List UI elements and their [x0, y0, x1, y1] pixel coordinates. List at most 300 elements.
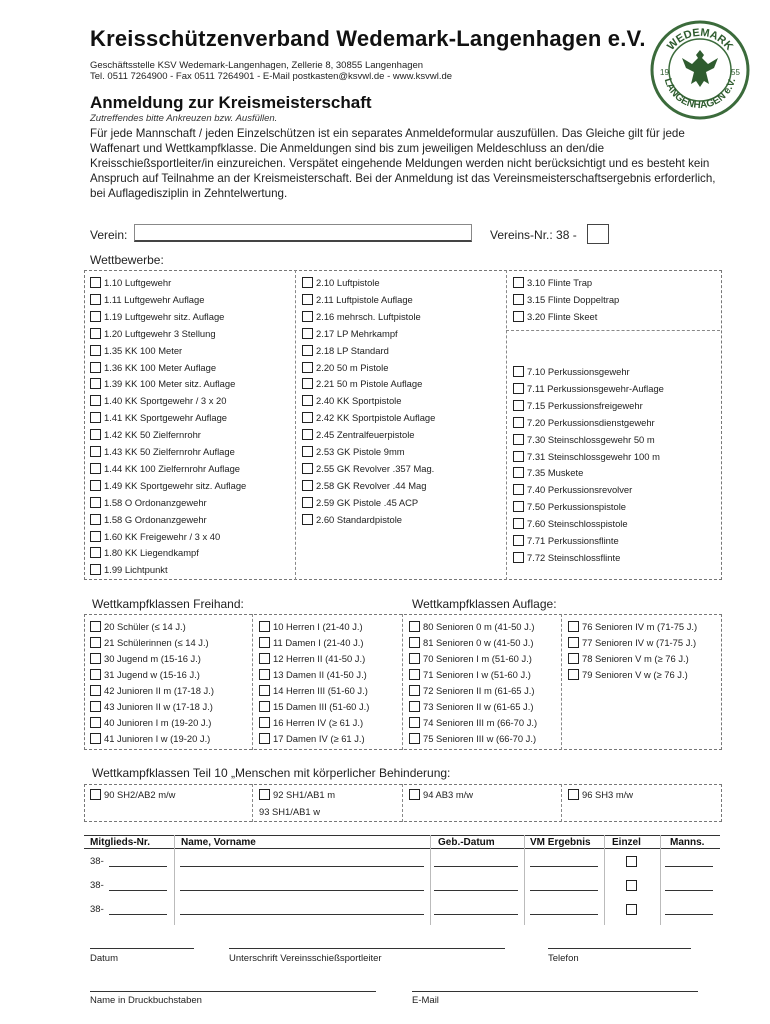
checkbox-box[interactable] [513, 366, 524, 377]
checkbox-item[interactable] [90, 514, 207, 525]
checkbox-label: 79 Senioren V w (≥ 76 J.) [582, 669, 688, 680]
checkbox-box[interactable] [513, 400, 524, 411]
checkbox-item[interactable] [90, 429, 201, 440]
checkbox-item[interactable] [259, 621, 363, 632]
name-input[interactable] [180, 890, 424, 891]
checkbox-box[interactable] [259, 637, 270, 648]
checkbox-item[interactable] [513, 294, 619, 305]
checkbox-box[interactable] [302, 395, 313, 406]
checkbox-label: 3.20 Flinte Skeet [527, 310, 598, 322]
checkbox-label: 81 Senioren 0 w (41-50 J.) [423, 637, 534, 648]
checkbox-item[interactable] [90, 294, 204, 305]
divider [604, 835, 605, 925]
name-druck-line[interactable] [90, 991, 376, 992]
checkbox-box[interactable] [409, 637, 420, 648]
checkbox-item[interactable] [90, 378, 235, 389]
mitglied-input[interactable] [109, 866, 167, 867]
divider [506, 330, 720, 331]
checkbox-item[interactable] [90, 345, 182, 356]
checkbox-label: 42 Junioren II m (17-18 J.) [104, 685, 214, 696]
checkbox-label: 71 Senioren I w (51-60 J.) [423, 669, 531, 680]
checkbox-label: 72 Senioren II m (61-65 J.) [423, 685, 535, 696]
col-header-vm: VM Ergebnis [530, 837, 591, 848]
divider [660, 835, 661, 925]
checkbox-label: 80 Senioren 0 m (41-50 J.) [423, 621, 535, 632]
checkbox-item[interactable] [90, 497, 207, 508]
checkbox-label: 16 Herren IV (≥ 61 J.) [273, 717, 364, 728]
association-logo [650, 20, 750, 120]
checkbox-label: 2.10 Luftpistole [316, 277, 380, 288]
checkbox-box[interactable] [302, 463, 313, 474]
checkbox-label: 1.80 KK Liegendkampf [104, 547, 199, 559]
checkbox-box[interactable] [259, 789, 270, 800]
checkbox-label: 7.72 Steinschlossflinte [527, 551, 621, 563]
checkbox-item[interactable] [90, 733, 210, 744]
checkbox-label: 2.40 KK Sportpistole [316, 395, 402, 407]
checkbox-box[interactable] [513, 277, 524, 288]
unterschrift-label: Unterschrift Vereinsschießsportleiter [229, 953, 382, 964]
checkbox-box[interactable] [90, 311, 101, 322]
checkbox-label: 77 Senioren IV w (71-75 J.) [582, 637, 697, 648]
checkbox-label: 7.40 Perkussionsrevolver [527, 484, 633, 496]
checkbox-box[interactable] [90, 531, 101, 542]
logo-year-left: 19 [660, 68, 669, 77]
vm-input[interactable] [530, 890, 598, 891]
logo-year-right: 55 [731, 68, 740, 77]
checkbox-96-sh3[interactable]: 96 SH3 m/w [568, 789, 633, 800]
checkbox-box[interactable] [259, 653, 270, 664]
mitglied-input[interactable] [109, 914, 167, 915]
office-contact: Tel. 0511 7264900 - Fax 0511 7264901 - E-Mail postkasten@ksvwl.de - www.ksvwl.de [90, 71, 453, 82]
checkbox-box[interactable] [90, 429, 101, 440]
checkbox-label: 74 Senioren III m (66-70 J.) [423, 717, 538, 728]
checkbox-item[interactable] [90, 637, 209, 648]
checkbox-item[interactable] [513, 467, 583, 478]
checkbox-label: 1.40 KK Sportgewehr / 3 x 20 [104, 395, 227, 407]
checkbox-box[interactable] [409, 733, 420, 744]
telefon-label: Telefon [548, 953, 579, 964]
checkbox-label: 78 Senioren V m (≥ 76 J.) [582, 653, 689, 664]
checkbox-box[interactable] [302, 497, 313, 508]
checkbox-box[interactable] [90, 564, 101, 575]
verein-input[interactable] [134, 224, 472, 242]
checkbox-item[interactable] [302, 277, 380, 288]
manns-input[interactable] [665, 890, 713, 891]
telefon-line[interactable] [548, 948, 691, 949]
checkbox-box[interactable] [409, 621, 420, 632]
checkbox-label: 1.20 Luftgewehr 3 Stellung [104, 327, 216, 339]
checkbox-item[interactable] [302, 412, 435, 423]
checkbox-label: 70 Senioren I m (51-60 J.) [423, 653, 532, 664]
checkbox-item[interactable] [513, 451, 660, 462]
col-header-gebdatum: Geb.-Datum [438, 837, 495, 848]
checkbox-label: 12 Herren II (41-50 J.) [273, 653, 366, 664]
checkbox-label: 1.39 KK 100 Meter sitz. Auflage [104, 378, 236, 390]
divider [561, 784, 562, 822]
checkbox-label: 15 Damen III (51-60 J.) [273, 701, 370, 712]
checkbox-label: 1.49 KK Sportgewehr sitz. Auflage [104, 479, 247, 491]
checkbox-box[interactable] [302, 294, 313, 305]
checkbox-92-sh1-ab1-m[interactable]: 92 SH1/AB1 m [259, 789, 335, 800]
checkbox-label: 2.11 Luftpistole Auflage [316, 293, 413, 305]
checkbox-box[interactable] [513, 434, 524, 445]
checkbox-box[interactable] [302, 328, 313, 339]
checkbox-label: 7.71 Perkussionsflinte [527, 535, 619, 546]
gebdatum-input[interactable] [434, 914, 518, 915]
gebdatum-input[interactable] [434, 866, 518, 867]
checkbox-item[interactable] [302, 311, 421, 322]
checkbox-box[interactable] [568, 637, 579, 648]
checkbox-box[interactable] [513, 311, 524, 322]
col-header-manns: Manns. [670, 837, 705, 848]
row-prefix: 38- [90, 880, 104, 891]
unterschrift-line[interactable] [229, 948, 505, 949]
checkbox-label: 1.58 G Ordonanzgewehr [104, 513, 207, 525]
einzel-checkbox[interactable] [626, 880, 637, 891]
checkbox-box[interactable] [409, 653, 420, 664]
checkbox-label: 7.30 Steinschlossgewehr 50 m [527, 433, 655, 445]
checkbox-item[interactable] [302, 463, 434, 474]
vereinsnr-input[interactable] [587, 224, 609, 244]
checkbox-box[interactable] [302, 345, 313, 356]
checkbox-label: 2.42 KK Sportpistole Auflage [316, 412, 436, 424]
checkbox-label: 2.16 mehrsch. Luftpistole [316, 310, 421, 322]
checkbox-box[interactable] [90, 328, 101, 339]
checkbox-label: 1.42 KK 50 Zielfernrohr [104, 429, 201, 441]
logo-text-bottom: LANGENHAGEN e.V. [661, 77, 739, 112]
checkbox-box[interactable] [302, 311, 313, 322]
checkbox-box[interactable] [90, 497, 101, 508]
checkbox-box[interactable] [90, 345, 101, 356]
checkbox-item[interactable] [513, 535, 619, 546]
checkbox-box[interactable] [90, 669, 101, 680]
checkbox-item[interactable] [513, 518, 628, 529]
checkbox-label: 1.10 Luftgewehr [104, 277, 172, 288]
checkbox-box[interactable] [513, 484, 524, 495]
checkbox-item[interactable] [90, 395, 226, 406]
checkbox-box[interactable] [90, 395, 101, 406]
checkbox-label: 7.31 Steinschlossgewehr 100 m [527, 450, 660, 462]
checkbox-label: 41 Junioren I w (19-20 J.) [104, 733, 211, 744]
checkbox-item[interactable] [409, 621, 535, 632]
checkbox-item[interactable] [302, 446, 405, 457]
checkbox-label: 2.18 LP Standard [316, 344, 389, 356]
checkbox-item[interactable] [302, 480, 426, 491]
checkbox-box[interactable] [409, 701, 420, 712]
checkbox-item[interactable] [302, 514, 402, 525]
checkbox-label: 7.60 Steinschlosspistole [527, 518, 628, 530]
checkbox-label: 7.11 Perkussionsgewehr-Auflage [527, 382, 664, 394]
checkbox-box[interactable] [90, 378, 101, 389]
vm-input[interactable] [530, 914, 598, 915]
checkbox-label: 2.59 GK Pistole .45 ACP [316, 496, 419, 508]
checkbox-item[interactable] [90, 547, 199, 558]
checkbox-box[interactable] [259, 669, 270, 680]
checkbox-label: 1.41 KK Sportgewehr Auflage [104, 412, 228, 424]
checkbox-label: 31 Jugend w (15-16 J.) [104, 669, 200, 680]
checkbox-box[interactable] [568, 653, 579, 664]
checkbox-item[interactable] [259, 669, 367, 680]
checkbox-box[interactable] [513, 467, 524, 478]
row-prefix: 38- [90, 904, 104, 915]
checkbox-item[interactable] [90, 531, 220, 542]
checkbox-label: 2.58 GK Revolver .44 Mag [316, 479, 427, 491]
klassen-box [84, 614, 722, 750]
checkbox-item[interactable] [409, 685, 535, 696]
checkbox-item[interactable] [90, 717, 211, 728]
checkbox-label: 76 Senioren IV m (71-75 J.) [582, 621, 698, 632]
checkbox-box[interactable] [90, 637, 101, 648]
checkbox-box[interactable] [90, 412, 101, 423]
gebdatum-input[interactable] [434, 890, 518, 891]
checkbox-item[interactable] [90, 701, 213, 712]
checkbox-item[interactable] [90, 328, 216, 339]
checkbox-label: 1.19 Luftgewehr sitz. Auflage [104, 310, 225, 322]
row-prefix: 38- [90, 856, 104, 867]
checkbox-box[interactable] [302, 412, 313, 423]
checkbox-94-ab3[interactable]: 94 AB3 m/w [409, 789, 473, 800]
checkbox-item[interactable] [90, 653, 201, 664]
checkbox-item[interactable] [513, 484, 632, 495]
checkbox-box[interactable] [513, 417, 524, 428]
checkbox-box[interactable] [90, 789, 101, 800]
checkbox-box[interactable] [90, 362, 101, 373]
checkbox-box[interactable] [90, 446, 101, 457]
divider [295, 270, 296, 580]
checkbox-label: 1.11 Luftgewehr Auflage [104, 293, 205, 305]
checkbox-item[interactable] [568, 621, 697, 632]
checkbox-item[interactable] [259, 637, 364, 648]
checkbox-box[interactable] [513, 451, 524, 462]
checkbox-label: 7.10 Perkussionsgewehr [527, 366, 630, 377]
form-note: Zutreffendes bitte Ankreuzen bzw. Ausfüllen. [90, 113, 278, 124]
checkbox-box[interactable] [513, 383, 524, 394]
col-header-name: Name, Vorname [181, 837, 256, 848]
checkbox-label: 30 Jugend m (15-16 J.) [104, 653, 201, 664]
checkbox-label: 14 Herren III (51-60 J.) [273, 685, 368, 696]
checkbox-item[interactable] [409, 717, 537, 728]
wettbewerbe-title: Wettbewerbe: [90, 253, 164, 267]
checkbox-item[interactable] [513, 417, 655, 428]
divider [252, 784, 253, 822]
checkbox-item[interactable] [90, 446, 235, 457]
divider [174, 835, 175, 925]
checkbox-box[interactable] [90, 294, 101, 305]
checkbox-box[interactable] [568, 669, 579, 680]
checkbox-item[interactable] [259, 653, 365, 664]
checkbox-label: 13 Damen II (41-50 J.) [273, 669, 367, 680]
checkbox-box[interactable] [513, 535, 524, 546]
checkbox-label: 1.35 KK 100 Meter [104, 344, 183, 356]
checkbox-box[interactable] [568, 621, 579, 632]
table-top-rule [84, 835, 720, 836]
checkbox-label: 2.60 Standardpistole [316, 513, 403, 525]
checkbox-item[interactable] [90, 463, 240, 474]
checkbox-label: 1.43 KK 50 Zielfernrohr Auflage [104, 446, 235, 457]
divider [524, 835, 525, 925]
checkbox-item[interactable] [259, 685, 368, 696]
checkbox-item[interactable] [409, 669, 531, 680]
checkbox-item[interactable] [409, 653, 532, 664]
checkbox-label: 1.36 KK 100 Meter Auflage [104, 361, 217, 373]
checkbox-box[interactable] [302, 480, 313, 491]
checkbox-label: 2.21 50 m Pistole Auflage [316, 378, 423, 390]
checkbox-item[interactable] [513, 383, 664, 394]
checkbox-label: 7.15 Perkussionsfreigewehr [527, 399, 643, 411]
checkbox-box[interactable] [513, 552, 524, 563]
checkbox-label: 21 Schülerinnen (≤ 14 J.) [104, 637, 209, 648]
checkbox-box[interactable] [90, 621, 101, 632]
checkbox-box[interactable] [90, 277, 101, 288]
checkbox-box[interactable] [302, 378, 313, 389]
checkbox-item[interactable] [409, 701, 533, 712]
name-input[interactable] [180, 866, 424, 867]
checkbox-label: 3.15 Flinte Doppeltrap [527, 293, 620, 305]
checkbox-box[interactable] [302, 429, 313, 440]
checkbox-box[interactable] [90, 514, 101, 525]
checkbox-box[interactable] [409, 789, 420, 800]
datum-label: Datum [90, 953, 118, 964]
checkbox-box[interactable] [302, 446, 313, 457]
checkbox-item[interactable] [259, 717, 363, 728]
checkbox-label: 1.99 Lichtpunkt [104, 564, 168, 576]
checkbox-90-sh2-ab2[interactable]: 90 SH2/AB2 m/w [90, 789, 175, 800]
checkbox-box[interactable] [302, 514, 313, 525]
checkbox-93-sh1-ab1-w[interactable]: 93 SH1/AB1 w [259, 806, 320, 817]
checkbox-box[interactable] [513, 501, 524, 512]
checkbox-box[interactable] [302, 277, 313, 288]
verein-label: Verein: [90, 228, 128, 242]
checkbox-label: 2.45 Zentralfeuerpistole [316, 429, 415, 441]
checkbox-label: 2.53 GK Pistole 9mm [316, 446, 405, 457]
checkbox-label: 1.44 KK 100 Zielfernrohr Auflage [104, 462, 241, 474]
checkbox-box[interactable] [90, 701, 101, 712]
checkbox-item[interactable] [90, 621, 186, 632]
checkbox-box[interactable] [90, 463, 101, 474]
checkbox-box[interactable] [90, 685, 101, 696]
divider [402, 784, 403, 822]
checkbox-item[interactable] [259, 701, 369, 712]
checkbox-item[interactable] [568, 669, 688, 680]
datum-line[interactable] [90, 948, 194, 949]
checkbox-item[interactable] [568, 637, 696, 648]
checkbox-box[interactable] [409, 669, 420, 680]
checkbox-item[interactable] [90, 669, 200, 680]
checkbox-label: 7.50 Perkussionspistole [527, 501, 627, 513]
checkbox-item[interactable] [302, 395, 401, 406]
einzel-checkbox[interactable] [626, 856, 637, 867]
name-druck-label: Name in Druckbuchstaben [90, 995, 202, 1006]
logo-text-top: WEDEMARK [665, 26, 736, 53]
checkbox-item[interactable] [90, 362, 216, 373]
checkbox-item[interactable] [409, 637, 533, 648]
association-title: Kreisschützenverband Wedemark-Langenhagen e.V. [90, 26, 646, 51]
checkbox-box[interactable] [259, 733, 270, 744]
checkbox-item[interactable] [90, 277, 171, 288]
checkbox-box[interactable] [513, 294, 524, 305]
checkbox-label: 7.20 Perkussionsdienstgewehr [527, 416, 655, 428]
checkbox-item[interactable] [513, 366, 630, 377]
checkbox-label: 7.35 Muskete [527, 467, 584, 479]
checkbox-item[interactable] [302, 497, 418, 508]
divider [561, 614, 562, 750]
checkbox-box[interactable] [90, 547, 101, 558]
checkbox-item[interactable] [568, 653, 689, 664]
einzel-checkbox[interactable] [626, 904, 637, 915]
checkbox-box[interactable] [90, 717, 101, 728]
email-line[interactable] [412, 991, 698, 992]
checkbox-box[interactable] [259, 701, 270, 712]
checkbox-item[interactable] [90, 564, 168, 575]
checkbox-item[interactable] [513, 400, 643, 411]
checkbox-box[interactable] [302, 362, 313, 373]
checkbox-item[interactable] [513, 552, 620, 563]
divider [430, 835, 431, 925]
mitglied-input[interactable] [109, 890, 167, 891]
table-header-rule [84, 848, 720, 849]
checkbox-label: 2.20 50 m Pistole [316, 361, 389, 373]
checkbox-item[interactable] [90, 685, 214, 696]
checkbox-item[interactable] [302, 294, 413, 305]
checkbox-label: 43 Junioren II w (17-18 J.) [104, 701, 213, 712]
checkbox-item[interactable] [259, 733, 365, 744]
checkbox-label: 75 Senioren III w (66-70 J.) [423, 733, 537, 744]
divider [252, 614, 253, 750]
checkbox-box[interactable] [90, 653, 101, 664]
manns-input[interactable] [665, 866, 713, 867]
checkbox-label: 20 Schüler (≤ 14 J.) [104, 621, 186, 632]
checkbox-item[interactable] [513, 277, 592, 288]
checkbox-box[interactable] [568, 789, 579, 800]
checkbox-label: 10 Herren I (21-40 J.) [273, 621, 363, 632]
checkbox-item[interactable] [302, 429, 415, 440]
checkbox-box[interactable] [90, 733, 101, 744]
checkbox-item[interactable] [90, 480, 246, 491]
checkbox-item[interactable] [302, 345, 389, 356]
checkbox-box[interactable] [259, 621, 270, 632]
checkbox-box[interactable] [259, 717, 270, 728]
checkbox-box[interactable] [409, 685, 420, 696]
divider [402, 614, 403, 750]
vm-input[interactable] [530, 866, 598, 867]
checkbox-item[interactable] [302, 378, 422, 389]
checkbox-item[interactable] [409, 733, 536, 744]
checkbox-box[interactable] [259, 685, 270, 696]
checkbox-label: 17 Damen IV (≥ 61 J.) [273, 733, 365, 744]
checkbox-box[interactable] [90, 480, 101, 491]
checkbox-label: 1.58 O Ordonanzgewehr [104, 496, 207, 508]
klassen-freihand-title: Wettkampfklassen Freihand: [92, 597, 244, 611]
checkbox-label: 73 Senioren II w (61-65 J.) [423, 701, 534, 712]
checkbox-item[interactable] [513, 434, 655, 445]
checkbox-box[interactable] [409, 717, 420, 728]
checkbox-label: 40 Junioren I m (19-20 J.) [104, 717, 212, 728]
checkbox-item[interactable] [90, 311, 224, 322]
checkbox-label: 11 Damen I (21-40 J.) [273, 637, 364, 648]
vereinsnr-label: Vereins-Nr.: 38 - [490, 228, 577, 242]
manns-input[interactable] [665, 914, 713, 915]
checkbox-item[interactable] [513, 501, 626, 512]
name-input[interactable] [180, 914, 424, 915]
divider [506, 270, 507, 580]
checkbox-item[interactable] [302, 362, 388, 373]
checkbox-label: 2.17 LP Mehrkampf [316, 327, 398, 339]
checkbox-item[interactable] [513, 311, 597, 322]
checkbox-item[interactable] [302, 328, 398, 339]
checkbox-label: 2.55 GK Revolver .357 Mag. [316, 462, 435, 474]
checkbox-item[interactable] [90, 412, 227, 423]
checkbox-box[interactable] [513, 518, 524, 529]
